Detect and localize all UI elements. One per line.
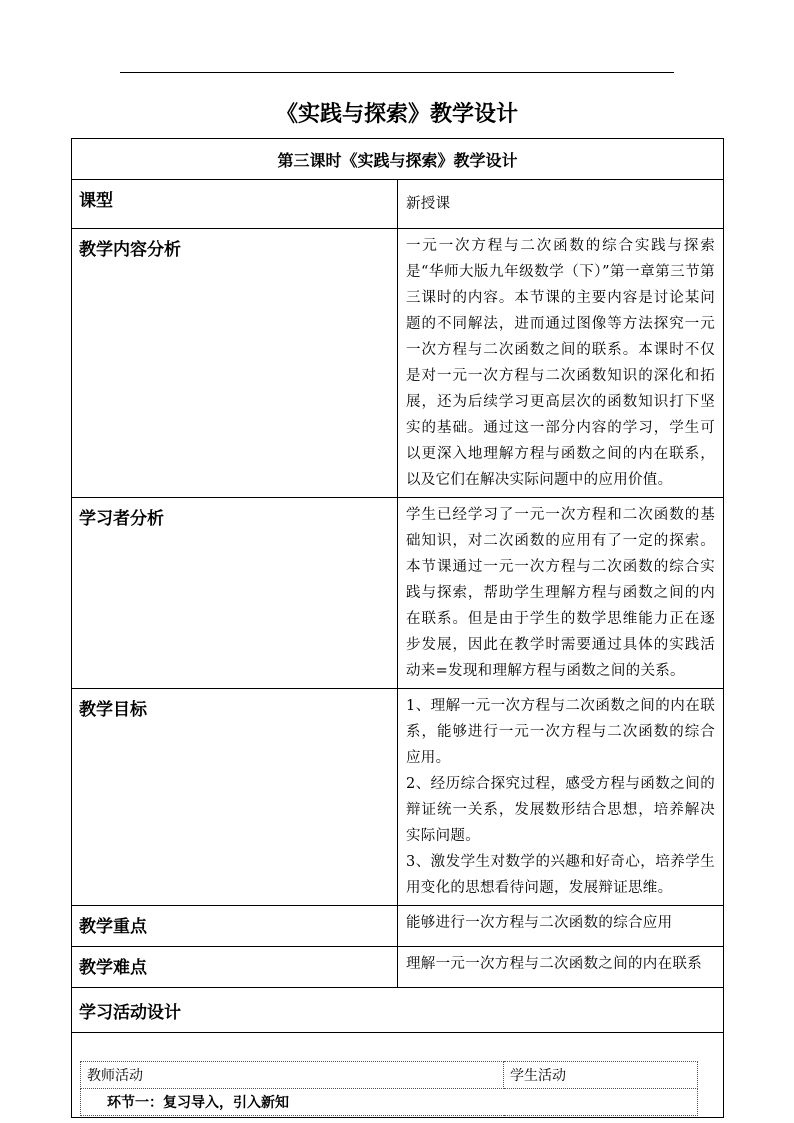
section-heading: 环节一：复习导入，引入新知 <box>81 1089 698 1116</box>
difficulties-label: 教学难点 <box>72 947 398 988</box>
document-title: 《实践与探索》教学设计 <box>275 102 518 127</box>
goal-item: 3、激发学生对数学的兴趣和好奇心，培养学生用变化的思想看待问题，发展辩证思维。 <box>406 854 715 896</box>
row-teaching-goals <box>72 689 724 906</box>
learner-analysis-text: 学生已经学习了一元一次方程和二次函数的基础知识，对二次函数的应用有了一定的探索。本节课通过一元一次方程与二次函数的综合实践与探索，帮助学生理解方程与函数之间的内在联系。但是由于学生的数学思维能力正在逐步发展，因此在教学时需要通过具体的实践活动来=发现和理解方程与函数之间的关系。 <box>398 498 724 689</box>
row-difficulties <box>72 947 724 988</box>
activity-design-body <box>72 1033 724 1118</box>
goal-item: 2、经历综合探究过程，感受方程与函数之间的辩证统一关系，发展数形结合思想，培养解决实际问题。 <box>406 776 715 844</box>
teacher-activity-header: 教师活动 <box>81 1062 504 1089</box>
row-learner-analysis <box>72 498 724 689</box>
activity-design-header: 学习活动设计 <box>72 988 724 1033</box>
row-key-points <box>72 906 724 947</box>
teaching-goals-label: 教学目标 <box>72 689 398 906</box>
student-activity-header: 学生活动 <box>504 1062 698 1089</box>
row-lesson-type <box>72 180 724 229</box>
lesson-plan-table <box>71 138 724 1118</box>
activity-table <box>80 1061 698 1116</box>
teaching-goals-list <box>398 689 724 906</box>
row-content-analysis <box>72 229 724 498</box>
key-points-label: 教学重点 <box>72 906 398 947</box>
header-rule <box>120 72 674 73</box>
lesson-subtitle: 第三课时《实践与探索》教学设计 <box>72 139 724 180</box>
lesson-type-label: 课型 <box>72 180 398 229</box>
goal-item: 1、理解一元一次方程与二次函数之间的内在联系，能够进行一元一次方程与二次函数的综合应用。 <box>406 698 715 766</box>
content-analysis-text: 一元一次方程与二次函数的综合实践与探索是“华师大版九年级数学（下）”第一章第三节第三课时的内容。本节课的主要内容是讨论某问题的不同解法，进而通过图像等方法探究一元一次方程与二次函数之间的联系。本课时不仅是对一元一次方程与二次函数知识的深化和拓展，还为后续学习更高层次的函数知识打下坚实的基础。通过这一部分内容的学习，学生可以更深入地理解方程与函数之间的内在联系，以及它们在解决实际问题中的应用价值。 <box>398 229 724 498</box>
learner-analysis-label: 学习者分析 <box>72 498 398 689</box>
key-points-text: 能够进行一次方程与二次函数的综合应用 <box>398 906 724 947</box>
content-analysis-label: 教学内容分析 <box>72 229 398 498</box>
difficulties-text: 理解一元一次方程与二次函数之间的内在联系 <box>398 947 724 988</box>
lesson-type-value: 新授课 <box>398 180 724 229</box>
